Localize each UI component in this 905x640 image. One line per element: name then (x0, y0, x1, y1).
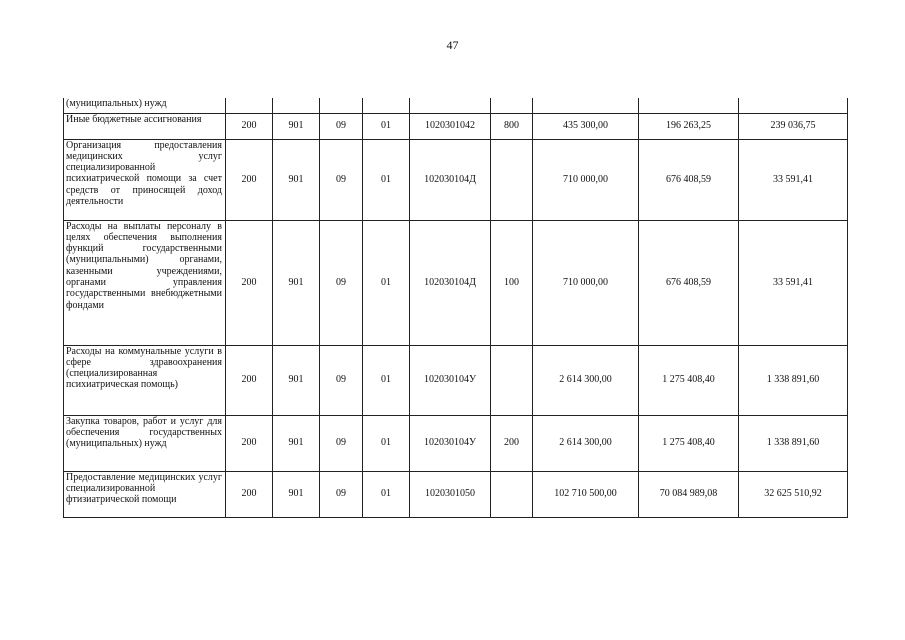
pr-cell: 09 (320, 415, 363, 471)
table-row (64, 471, 848, 517)
vr-cell: 1020301050 (410, 471, 491, 517)
remainder-cell: 676 408,59 (639, 139, 739, 220)
ved-cell (226, 98, 273, 113)
plan-cell (491, 98, 533, 113)
extra-cell (739, 98, 848, 113)
fact-cell (533, 98, 639, 113)
ved-cell: 200 (226, 345, 273, 415)
table-row (64, 113, 848, 139)
ved-cell: 200 (226, 113, 273, 139)
csr-cell: 01 (363, 139, 410, 220)
csr-cell: 01 (363, 113, 410, 139)
rz-cell (273, 98, 320, 113)
rz-cell: 901 (273, 139, 320, 220)
page-number: 47 (446, 38, 459, 52)
table-row (64, 220, 848, 345)
rz-cell: 901 (273, 471, 320, 517)
extra-cell: 239 036,75 (739, 113, 848, 139)
row-name-cell: Закупка товаров, работ и услуг для обеспечения государственных (муниципальных) нужд (64, 415, 226, 471)
vr-cell: 102030104У (410, 345, 491, 415)
plan-cell (491, 345, 533, 415)
row-name-cell: (муниципальных) нужд (64, 98, 226, 113)
plan-cell: 200 (491, 415, 533, 471)
extra-cell: 32 625 510,92 (739, 471, 848, 517)
table-row (64, 98, 848, 113)
fact-cell: 435 300,00 (533, 113, 639, 139)
rz-cell: 901 (273, 113, 320, 139)
csr-cell: 01 (363, 471, 410, 517)
vr-cell: 1020301042 (410, 113, 491, 139)
budget-table (63, 98, 848, 518)
ved-cell: 200 (226, 471, 273, 517)
fact-cell: 2 614 300,00 (533, 345, 639, 415)
csr-cell: 01 (363, 345, 410, 415)
extra-cell: 33 591,41 (739, 220, 848, 345)
remainder-cell: 70 084 989,08 (639, 471, 739, 517)
plan-cell (491, 471, 533, 517)
vr-cell: 102030104У (410, 415, 491, 471)
table-row (64, 415, 848, 471)
extra-cell: 1 338 891,60 (739, 345, 848, 415)
fact-cell: 710 000,00 (533, 220, 639, 345)
csr-cell: 01 (363, 220, 410, 345)
row-name-cell: Расходы на коммунальные услуги в сфере здравоохранения (специализированная психиатрическая помощь) (64, 345, 226, 415)
remainder-cell: 1 275 408,40 (639, 345, 739, 415)
pr-cell (320, 98, 363, 113)
plan-cell: 800 (491, 113, 533, 139)
ved-cell: 200 (226, 139, 273, 220)
remainder-cell: 1 275 408,40 (639, 415, 739, 471)
pr-cell: 09 (320, 113, 363, 139)
extra-cell: 33 591,41 (739, 139, 848, 220)
plan-cell: 100 (491, 220, 533, 345)
ved-cell: 200 (226, 220, 273, 345)
fact-cell: 102 710 500,00 (533, 471, 639, 517)
extra-cell: 1 338 891,60 (739, 415, 848, 471)
csr-cell (363, 98, 410, 113)
row-name-cell: Предоставление медицинских услуг специализированной фтизиатрической помощи (64, 471, 226, 517)
rz-cell: 901 (273, 415, 320, 471)
row-name-cell: Организация предоставления медицинских услуг специализированной психиатрической помощи за счет средств от приносящей доход деятельности (64, 139, 226, 220)
pr-cell: 09 (320, 139, 363, 220)
pr-cell: 09 (320, 220, 363, 345)
table-row (64, 345, 848, 415)
vr-cell: 102030104Д (410, 220, 491, 345)
table-row (64, 139, 848, 220)
fact-cell: 2 614 300,00 (533, 415, 639, 471)
rz-cell: 901 (273, 220, 320, 345)
remainder-cell: 196 263,25 (639, 113, 739, 139)
fact-cell: 710 000,00 (533, 139, 639, 220)
rz-cell: 901 (273, 345, 320, 415)
plan-cell (491, 139, 533, 220)
pr-cell: 09 (320, 471, 363, 517)
csr-cell: 01 (363, 415, 410, 471)
row-name-cell: Иные бюджетные ассигнования (64, 113, 226, 139)
vr-cell: 102030104Д (410, 139, 491, 220)
vr-cell (410, 98, 491, 113)
row-name-cell: Расходы на выплаты персоналу в целях обеспечения выполнения функций государственными (муниципальными) органами, казенными учреждениями, органами управления государственными внебюджетными фондами (64, 220, 226, 345)
ved-cell: 200 (226, 415, 273, 471)
pr-cell: 09 (320, 345, 363, 415)
remainder-cell (639, 98, 739, 113)
remainder-cell: 676 408,59 (639, 220, 739, 345)
